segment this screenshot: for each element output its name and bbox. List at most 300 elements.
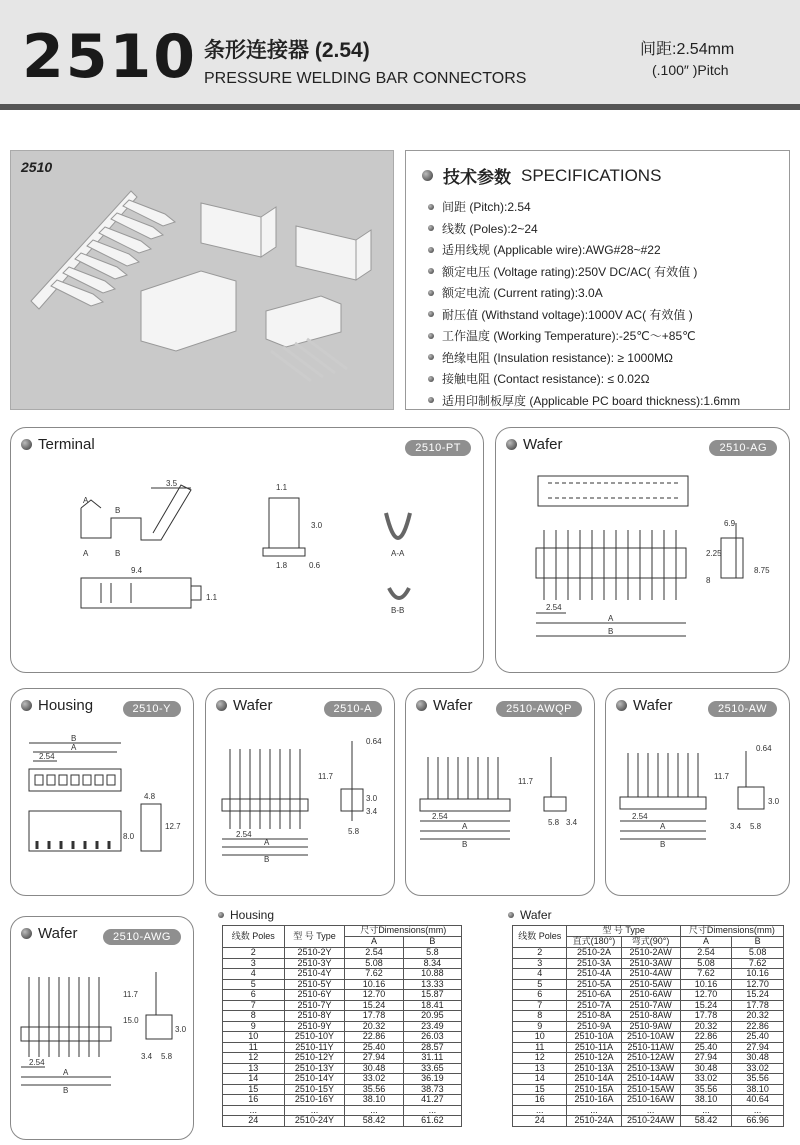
wafer-awg-drawing: [11, 917, 195, 1141]
spec-text: 适用线规 (Applicable wire):AWG#28~#22: [442, 243, 661, 258]
panel-title-text: Terminal: [38, 436, 95, 453]
table-cell: 15: [513, 1084, 567, 1095]
table-cell: 17.78: [345, 1011, 403, 1022]
table-cell: 38.10: [345, 1095, 403, 1106]
table-cell: 58.42: [680, 1116, 732, 1127]
spec-item: [428, 196, 779, 218]
dim-label: 8.0: [123, 832, 135, 841]
spec-text: 工作温度 (Working Temperature):-25℃～+85℃: [442, 329, 696, 344]
housing-dimension-table: [222, 925, 462, 1127]
dim-label: 3.0: [366, 794, 378, 803]
dim-label: 15.0: [123, 1016, 139, 1025]
dim-label: B: [660, 840, 666, 849]
table-cell: 3: [513, 958, 567, 969]
table-row: [223, 1105, 462, 1116]
dim-label: 3.4: [141, 1052, 153, 1061]
table-cell: 2510-9AW: [621, 1021, 680, 1032]
dim-label: 5.8: [348, 827, 360, 836]
dim-label: 3.0: [175, 1025, 187, 1034]
panel-title-text: Wafer: [523, 436, 563, 453]
table-row: [513, 1011, 784, 1022]
table-cell: ...: [513, 1105, 567, 1116]
table-cell: 2510-5Y: [284, 979, 345, 990]
dim-label: A: [83, 496, 89, 505]
model-number: 2510: [22, 22, 197, 92]
col-header-type: 型 号 Type: [567, 926, 680, 937]
dim-label: 3.0: [768, 797, 780, 806]
table-cell: 2510-10AW: [621, 1032, 680, 1043]
dim-label: A: [608, 614, 614, 623]
wafer-aw-part-tag: 2510-AW: [708, 701, 777, 717]
table-cell: 2.54: [680, 948, 732, 959]
wafer-awg-panel: [10, 916, 194, 1140]
table-cell: 2510-6AW: [621, 990, 680, 1001]
spec-item: [428, 325, 779, 347]
table-row: [223, 1000, 462, 1011]
table-cell: 23.49: [403, 1021, 461, 1032]
dim-label: A: [660, 822, 666, 831]
dim-label: 11.7: [518, 777, 533, 786]
table-row: [513, 958, 784, 969]
spec-text: 间距 (Pitch):2.54: [442, 200, 531, 215]
table-cell: 5.08: [345, 958, 403, 969]
bullet-icon: [428, 247, 434, 253]
table-cell: 33.65: [403, 1063, 461, 1074]
table-cell: 12: [513, 1053, 567, 1064]
table-cell: 66.96: [732, 1116, 784, 1127]
table-cell: 9: [223, 1021, 285, 1032]
table-row: [223, 990, 462, 1001]
table-cell: 2510-7Y: [284, 1000, 345, 1011]
table-cell: 2510-13AW: [621, 1063, 680, 1074]
col-header-b: B: [732, 937, 784, 948]
table-cell: 12.70: [680, 990, 732, 1001]
bullet-icon: [428, 333, 434, 339]
dim-label: 2.54: [432, 812, 448, 821]
dim-label: B-B: [391, 606, 405, 615]
product-photo: [10, 150, 394, 410]
wafer-awg-part-tag: 2510-AWG: [103, 929, 181, 945]
col-header-a: A: [345, 937, 403, 948]
table-cell: 22.86: [680, 1032, 732, 1043]
table-cell: 7: [223, 1000, 285, 1011]
table-cell: 30.48: [732, 1053, 784, 1064]
terminal-panel: [10, 427, 484, 673]
table-cell: 2510-15AW: [621, 1084, 680, 1095]
table-cell: 27.94: [732, 1042, 784, 1053]
table-cell: 33.02: [732, 1063, 784, 1074]
col-header-dims: 尺寸Dimensions(mm): [345, 926, 462, 937]
table-row: [513, 990, 784, 1001]
dim-label: 1.1: [206, 593, 218, 602]
table-cell: 22.86: [732, 1021, 784, 1032]
dim-label: B: [462, 840, 468, 849]
table-cell: 35.56: [680, 1084, 732, 1095]
table-cell: 2510-16Y: [284, 1095, 345, 1106]
dim-label: A-A: [391, 549, 405, 558]
table-cell: 22.86: [345, 1032, 403, 1043]
spec-list: [416, 196, 779, 411]
spec-text: 绝缘电阻 (Insulation resistance): ≥ 1000MΩ: [442, 350, 673, 365]
col-header-poles: 线数 Poles: [223, 926, 285, 948]
wafer-dimension-table: [512, 925, 784, 1127]
pitch-chinese: 间距:2.54mm: [640, 41, 735, 58]
table-cell: 2510-10A: [567, 1032, 621, 1043]
table-cell: 15.24: [732, 990, 784, 1001]
dim-label: B: [71, 734, 77, 743]
dim-label: 8: [706, 576, 711, 585]
table-cell: 18.41: [403, 1000, 461, 1011]
table-cell: 10.16: [680, 979, 732, 990]
table-row: [513, 1063, 784, 1074]
table-cell: ...: [567, 1105, 621, 1116]
table-row: [223, 979, 462, 990]
table-cell: 25.40: [732, 1032, 784, 1043]
dim-label: 3.4: [730, 822, 742, 831]
dim-label: 2.54: [39, 752, 55, 761]
table-cell: 30.48: [680, 1063, 732, 1074]
table-cell: 2510-3A: [567, 958, 621, 969]
table-row: [223, 1053, 462, 1064]
table-cell: 58.42: [345, 1116, 403, 1127]
spec-item: [428, 368, 779, 390]
table-cell: 2510-2AW: [621, 948, 680, 959]
housing-y-part-tag: 2510-Y: [123, 701, 181, 717]
spec-text: 耐压值 (Withstand voltage):1000V AC( 有效值 ): [442, 307, 693, 322]
table-row: [513, 1074, 784, 1085]
table-cell: 2510-4Y: [284, 969, 345, 980]
dim-label: 1.8: [276, 561, 288, 570]
table-cell: 2510-5AW: [621, 979, 680, 990]
dim-label: A: [462, 822, 468, 831]
table-cell: 13: [223, 1063, 285, 1074]
dim-label: 0.64: [366, 737, 382, 746]
spec-item: [428, 218, 779, 240]
specifications-title-en: SPECIFICATIONS: [521, 165, 662, 185]
spec-item: [428, 390, 779, 412]
table-cell: 2.54: [345, 948, 403, 959]
table-cell: 20.95: [403, 1011, 461, 1022]
table-cell: 10.88: [403, 969, 461, 980]
table-cell: 8.34: [403, 958, 461, 969]
bullet-icon: [428, 376, 434, 382]
bullet-icon: [428, 290, 434, 296]
table-row: [513, 1042, 784, 1053]
spec-item: [428, 347, 779, 369]
housing-table-body: [223, 948, 462, 1127]
spec-item: [428, 261, 779, 283]
table-cell: 11: [513, 1042, 567, 1053]
wafer-ag-drawing: [496, 428, 791, 674]
table-cell: 10: [223, 1032, 285, 1043]
dim-label: 9.4: [131, 566, 143, 575]
table-cell: 2: [513, 948, 567, 959]
dim-label: A: [264, 838, 270, 847]
table-cell: 10.16: [345, 979, 403, 990]
dim-label: 5.8: [548, 818, 560, 827]
specifications-heading: [422, 163, 779, 188]
table-row: [223, 1074, 462, 1085]
dim-label: 2.54: [632, 812, 648, 821]
dim-label: 1.1: [276, 483, 288, 492]
table-row: [513, 1095, 784, 1106]
dim-label: 11.7: [318, 772, 333, 781]
dim-label: 11.7: [123, 990, 138, 999]
table-row: [513, 1053, 784, 1064]
wafer-table-title: [508, 908, 552, 922]
wafer-table-body: [513, 948, 784, 1127]
table-row: [223, 1011, 462, 1022]
table-cell: 38.10: [680, 1095, 732, 1106]
table-cell: 2510-8A: [567, 1011, 621, 1022]
table-cell: 16: [513, 1095, 567, 1106]
wafer-a-panel: [205, 688, 395, 896]
table-row: [223, 948, 462, 959]
table-cell: 6: [513, 990, 567, 1001]
col-header-dims: 尺寸Dimensions(mm): [680, 926, 783, 937]
panel-title-text: Wafer: [38, 925, 78, 942]
dim-label: 6.9: [724, 519, 736, 528]
dim-label: B: [264, 855, 270, 864]
table-cell: 2: [223, 948, 285, 959]
col-header-type: 型 号 Type: [284, 926, 345, 948]
table-cell: 2510-11A: [567, 1042, 621, 1053]
table-cell: 12.70: [345, 990, 403, 1001]
table-cell: 27.94: [345, 1053, 403, 1064]
table-cell: 2510-13Y: [284, 1063, 345, 1074]
table-cell: 5.08: [732, 948, 784, 959]
table-cell: 2510-6A: [567, 990, 621, 1001]
table-cell: 2510-12Y: [284, 1053, 345, 1064]
table-cell: 2510-12A: [567, 1053, 621, 1064]
table-cell: 24: [513, 1116, 567, 1127]
table-row: [223, 1084, 462, 1095]
bullet-icon: [422, 170, 433, 181]
dim-label: B: [63, 1086, 69, 1095]
spec-item: [428, 304, 779, 326]
table-cell: ...: [403, 1105, 461, 1116]
terminal-part-tag: 2510-PT: [405, 440, 471, 456]
table-cell: 2510-24Y: [284, 1116, 345, 1127]
table-cell: 12.70: [732, 979, 784, 990]
spec-text: 额定电流 (Current rating):3.0A: [442, 286, 603, 301]
table-row: [223, 958, 462, 969]
table-cell: 17.78: [680, 1011, 732, 1022]
table-cell: 2510-6Y: [284, 990, 345, 1001]
table-cell: 20.32: [680, 1021, 732, 1032]
table-cell: 2510-3Y: [284, 958, 345, 969]
col-header-a: A: [680, 937, 732, 948]
table-cell: 11: [223, 1042, 285, 1053]
table-cell: 2510-15A: [567, 1084, 621, 1095]
table-cell: 26.03: [403, 1032, 461, 1043]
table-row: [223, 1116, 462, 1127]
dim-label: 0.6: [309, 561, 321, 570]
table-cell: 2510-7AW: [621, 1000, 680, 1011]
table-cell: 2510-2Y: [284, 948, 345, 959]
spec-text: 额定电压 (Voltage rating):250V DC/AC( 有效值 ): [442, 264, 698, 279]
wafer-ag-panel: [495, 427, 790, 673]
dim-label: 8.75: [754, 566, 770, 575]
spec-item: [428, 239, 779, 261]
specifications-panel: [405, 150, 790, 410]
dim-label: B: [115, 549, 121, 558]
table-cell: 2510-16A: [567, 1095, 621, 1106]
spec-text: 适用印制板厚度 (Applicable PC board thickness):1.6mm: [442, 393, 741, 408]
table-cell: 35.56: [345, 1084, 403, 1095]
table-cell: ...: [732, 1105, 784, 1116]
wafer-aw-panel: [605, 688, 790, 896]
table-row: [513, 1000, 784, 1011]
table-cell: 2510-24A: [567, 1116, 621, 1127]
table-cell: 38.10: [732, 1084, 784, 1095]
table-cell: 4: [513, 969, 567, 980]
table-row: [513, 969, 784, 980]
table-row: [513, 948, 784, 959]
dim-label: 2.54: [29, 1058, 45, 1067]
table-cell: 35.56: [732, 1074, 784, 1085]
table-cell: 30.48: [345, 1063, 403, 1074]
table-cell: 13.33: [403, 979, 461, 990]
dim-label: B: [608, 627, 614, 636]
table-cell: 2510-14A: [567, 1074, 621, 1085]
table-cell: 7.62: [345, 969, 403, 980]
table-cell: 2510-10Y: [284, 1032, 345, 1043]
specifications-title-cn: 技术参数: [443, 168, 511, 187]
table-cell: 8: [223, 1011, 285, 1022]
dim-label: 5.8: [161, 1052, 173, 1061]
table-cell: 2510-3AW: [621, 958, 680, 969]
table-cell: 15: [223, 1084, 285, 1095]
wafer-aw-drawing: [606, 689, 791, 897]
table-row: [223, 1095, 462, 1106]
table-cell: 5.8: [403, 948, 461, 959]
dim-label: 4.8: [144, 792, 156, 801]
table-cell: 28.57: [403, 1042, 461, 1053]
pitch-inch: (.100″ )Pitch: [652, 62, 729, 78]
table-cell: 10.16: [732, 969, 784, 980]
table-cell: 2510-8Y: [284, 1011, 345, 1022]
table-cell: 20.32: [345, 1021, 403, 1032]
table-cell: 33.02: [680, 1074, 732, 1085]
dim-label: A: [71, 743, 77, 752]
table-cell: 15.87: [403, 990, 461, 1001]
col-header-poles: 线数 Poles: [513, 926, 567, 948]
table-cell: 15.24: [680, 1000, 732, 1011]
table-cell: 33.02: [345, 1074, 403, 1085]
table-row: [513, 1084, 784, 1095]
table-cell: 13: [513, 1063, 567, 1074]
table-cell: 17.78: [732, 1000, 784, 1011]
table-cell: 2510-11Y: [284, 1042, 345, 1053]
table-cell: 40.64: [732, 1095, 784, 1106]
table-row: [513, 1032, 784, 1043]
table-cell: ...: [223, 1105, 285, 1116]
col-header-angle: 弯式(90°): [621, 937, 680, 948]
bullet-icon: [508, 912, 514, 918]
wafer-a-drawing: [206, 689, 396, 897]
col-header-b: B: [403, 937, 461, 948]
table-cell: 38.73: [403, 1084, 461, 1095]
table-cell: 25.40: [680, 1042, 732, 1053]
table-row: [223, 1042, 462, 1053]
table-cell: 20.32: [732, 1011, 784, 1022]
table-cell: 7.62: [732, 958, 784, 969]
table-cell: 2510-14Y: [284, 1074, 345, 1085]
spec-text: 接触电阻 (Contact resistance): ≤ 0.02Ω: [442, 372, 650, 387]
table-row: [513, 1116, 784, 1127]
table-cell: 5: [513, 979, 567, 990]
panel-title-text: Housing: [38, 697, 94, 714]
table-cell: 2510-2A: [567, 948, 621, 959]
table-cell: 12: [223, 1053, 285, 1064]
product-photo-illustration: [11, 151, 395, 411]
table-cell: ...: [680, 1105, 732, 1116]
table-cell: 2510-11AW: [621, 1042, 680, 1053]
dim-label: 2.54: [236, 830, 252, 839]
panel-title-text: Wafer: [233, 697, 273, 714]
housing-y-drawing: [11, 689, 195, 897]
table-cell: ...: [284, 1105, 345, 1116]
wafer-awqp-part-tag: 2510-AWQP: [496, 701, 582, 717]
table-row: [513, 1021, 784, 1032]
table-row: [513, 979, 784, 990]
spec-text: 线数 (Poles):2~24: [442, 221, 538, 236]
dim-label: 11.7: [714, 772, 729, 781]
table-cell: 25.40: [345, 1042, 403, 1053]
wafer-awqp-drawing: [406, 689, 596, 897]
dim-label: 2.54: [546, 603, 562, 612]
table-cell: 14: [513, 1074, 567, 1085]
table-row: [223, 1021, 462, 1032]
table-cell: 10: [513, 1032, 567, 1043]
panel-title-text: Wafer: [433, 697, 473, 714]
table-cell: 16: [223, 1095, 285, 1106]
table-cell: 2510-13A: [567, 1063, 621, 1074]
dim-label: 12.7: [165, 822, 181, 831]
dim-label: 3.0: [311, 521, 323, 530]
table-cell: 7: [513, 1000, 567, 1011]
table-cell: 2510-9A: [567, 1021, 621, 1032]
table-cell: 36.19: [403, 1074, 461, 1085]
bullet-icon: [428, 268, 434, 274]
table-cell: 14: [223, 1074, 285, 1085]
table-cell: 2510-4A: [567, 969, 621, 980]
bullet-icon: [428, 397, 434, 403]
title-chinese: 条形连接器 (2.54): [204, 39, 370, 62]
table-cell: 2510-14AW: [621, 1074, 680, 1085]
table-cell: ...: [345, 1105, 403, 1116]
table-title-text: Wafer: [520, 908, 552, 922]
panel-title-text: Wafer: [633, 697, 673, 714]
col-header-straight: 直式(180°): [567, 937, 621, 948]
housing-table-title: [218, 908, 274, 922]
table-title-text: Housing: [230, 908, 275, 922]
bullet-icon: [428, 225, 434, 231]
table-cell: 24: [223, 1116, 285, 1127]
table-cell: 61.62: [403, 1116, 461, 1127]
table-cell: 4: [223, 969, 285, 980]
table-cell: 8: [513, 1011, 567, 1022]
title-english: PRESSURE WELDING BAR CONNECTORS: [204, 70, 527, 87]
wafer-awqp-panel: [405, 688, 595, 896]
table-row: [223, 1032, 462, 1043]
table-cell: 2510-24AW: [621, 1116, 680, 1127]
spec-item: [428, 282, 779, 304]
dim-label: B: [115, 506, 121, 515]
dim-label: 2.25: [706, 549, 722, 558]
table-row: [223, 969, 462, 980]
